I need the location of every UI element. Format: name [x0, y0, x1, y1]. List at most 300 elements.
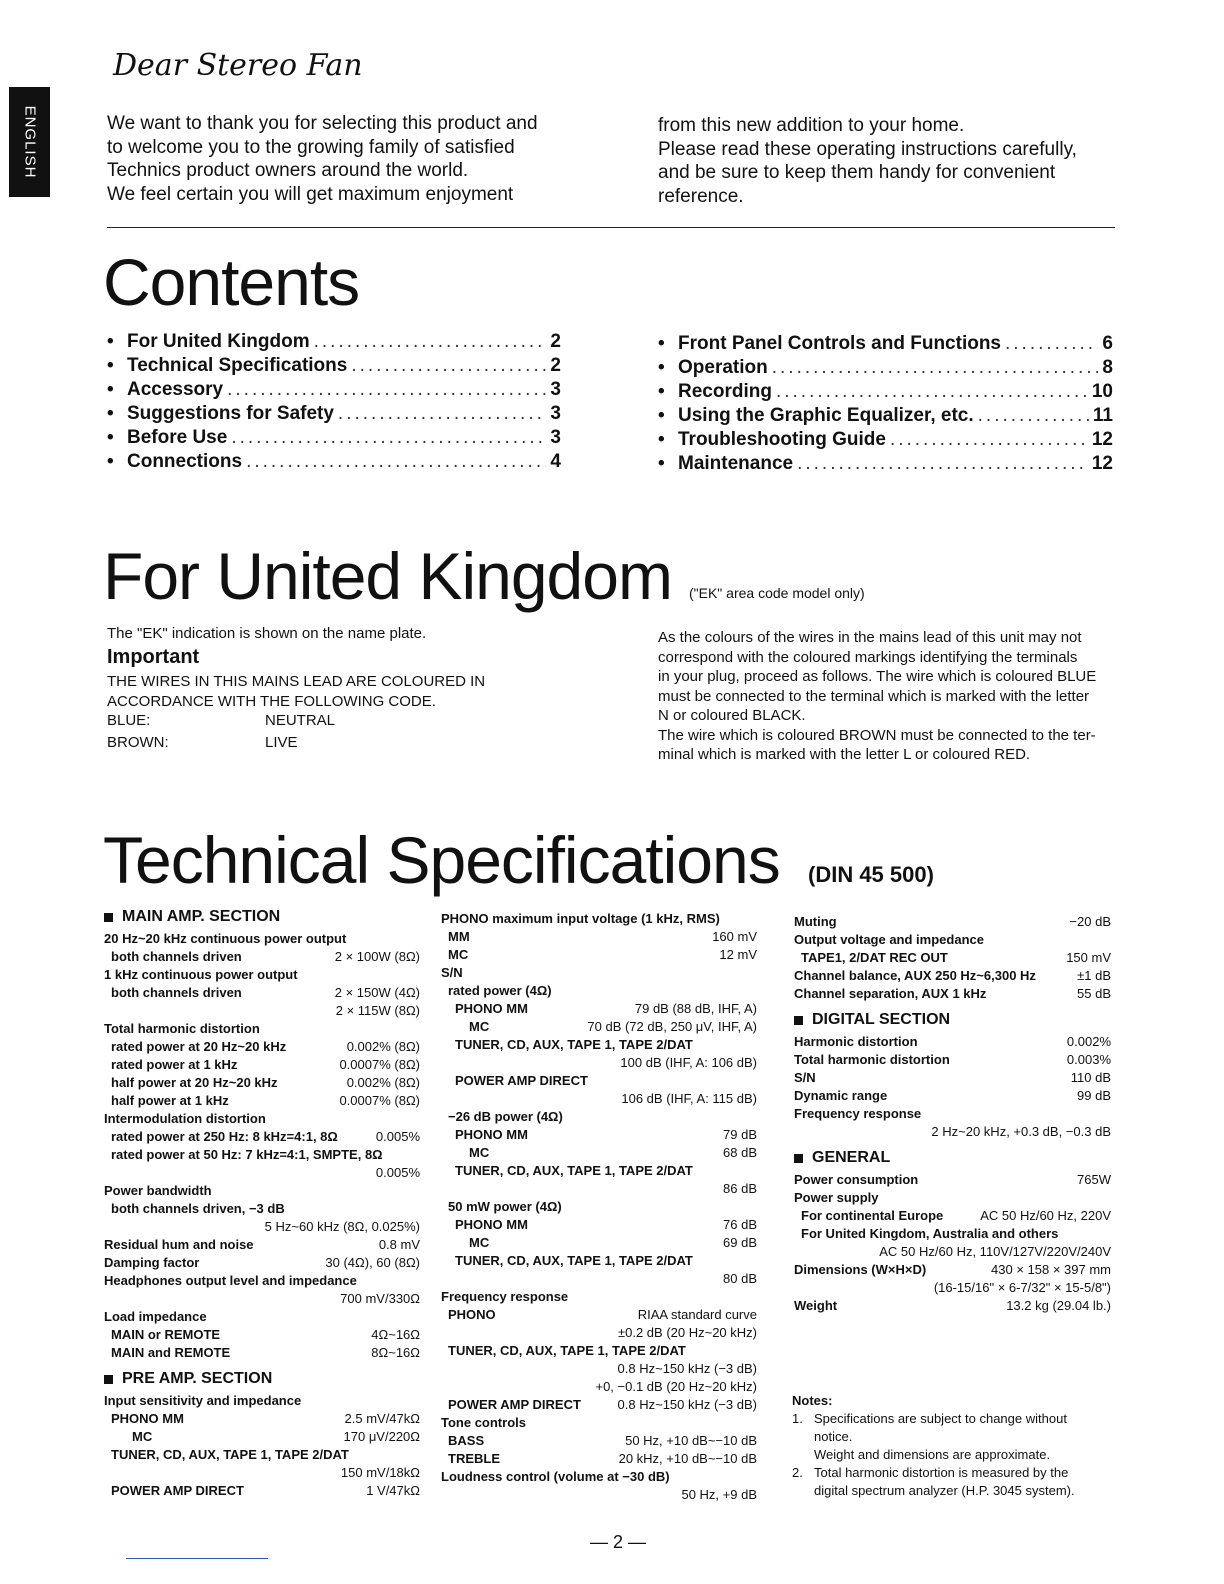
spec-label: Output voltage and impedance	[794, 932, 984, 947]
divider	[107, 227, 1115, 228]
spec-row	[441, 1288, 757, 1306]
spec-label: 20 Hz~20 kHz continuous power output	[104, 931, 347, 946]
toc-leader	[227, 379, 546, 401]
toc-leader	[246, 451, 546, 473]
spec-row	[104, 1236, 420, 1254]
spec-row	[441, 1486, 757, 1504]
uk-right-line: N or coloured BLACK.	[658, 707, 806, 724]
spec-value: 2.5 mV/47kΩ	[344, 1411, 420, 1426]
note-item	[792, 1410, 1112, 1464]
intro-line: from this new addition to your home.	[658, 115, 965, 136]
intro-line: Technics product owners around the world.	[107, 160, 469, 181]
greeting-script: Dear Stereo Fan	[113, 48, 363, 83]
spec-value: 2 × 150W (4Ω)	[334, 985, 420, 1000]
spec-label	[441, 1360, 448, 1378]
spec-value: 70 dB (72 dB, 250 μV, IHF, A)	[587, 1019, 757, 1034]
spec-value: AC 50 Hz/60 Hz, 220V	[980, 1208, 1111, 1223]
note-number: 1.	[792, 1411, 803, 1426]
spec-row	[104, 966, 420, 984]
toc-label: Maintenance	[678, 453, 794, 474]
toc-label: Suggestions for Safety	[127, 403, 334, 424]
toc-left	[107, 331, 561, 475]
uk-right-line: must be connected to the terminal which is marked with the letter	[658, 687, 1090, 705]
language-tab	[9, 87, 50, 197]
uk-right-line: correspond with the coloured markings identifying the terminals	[658, 648, 1078, 666]
intro-line: Please read these operating instructions carefully,	[658, 138, 1077, 160]
spec-row	[104, 984, 420, 1002]
spec-row	[794, 1051, 1111, 1069]
spec-row	[104, 1182, 420, 1200]
spec-row	[441, 1162, 757, 1180]
spec-label: PHONO MM	[455, 1001, 528, 1016]
toc-page: 12	[1091, 453, 1113, 474]
spec-label	[441, 1054, 455, 1072]
spec-row	[794, 949, 1111, 967]
uk-code-text	[107, 672, 485, 752]
toc-leader	[1005, 333, 1098, 355]
spec-label: POWER AMP DIRECT	[448, 1397, 581, 1412]
spec-value: 2 × 100W (8Ω)	[334, 949, 420, 964]
spec-row	[794, 1033, 1111, 1051]
spec-row	[104, 1464, 420, 1482]
toc-label: Connections	[127, 451, 243, 472]
spec-label: rated power at 1 kHz	[111, 1057, 238, 1072]
spec-value: ±1 dB	[1077, 968, 1111, 983]
spec-value: 0.005%	[375, 1165, 420, 1180]
toc-leader	[890, 429, 1088, 451]
spec-row	[441, 1216, 757, 1234]
spec-label: MM	[448, 929, 470, 944]
wire-blue-row	[107, 711, 485, 731]
toc-page: 3	[550, 379, 561, 400]
spec-value: 55 dB	[1077, 986, 1111, 1001]
toc-item	[658, 357, 1113, 381]
spec-row	[794, 1189, 1111, 1207]
spec-label: PHONO MM	[455, 1127, 528, 1142]
intro-line: We want to thank you for selecting this product and	[107, 113, 538, 134]
spec-label	[441, 1324, 448, 1342]
spec-row	[441, 1468, 757, 1486]
toc-item	[658, 333, 1113, 357]
toc-item	[658, 453, 1113, 477]
toc-label: Front Panel Controls and Functions	[678, 333, 1001, 354]
bullet-icon: •	[107, 451, 114, 472]
spec-value: 79 dB (88 dB, IHF, A)	[634, 1001, 757, 1016]
spec-row	[441, 1000, 757, 1018]
spec-row	[441, 1396, 757, 1414]
spec-value: 12 mV	[719, 947, 757, 962]
spec-label: PHONO MM	[455, 1217, 528, 1232]
spec-row	[441, 1072, 757, 1090]
spec-row	[441, 946, 757, 964]
note-line: Total harmonic distortion is measured by the	[814, 1465, 1069, 1480]
toc-leader	[776, 381, 1088, 403]
spec-row	[104, 1308, 420, 1326]
spec-value: 8Ω~16Ω	[371, 1345, 420, 1360]
spec-row	[794, 1087, 1111, 1105]
spec-label: rated power at 50 Hz: 7 kHz=4:1, SMPTE, 8Ω	[111, 1147, 383, 1162]
spec-value: 79 dB	[723, 1127, 757, 1142]
spec-section-heading	[104, 908, 420, 926]
toc-page: 2	[550, 355, 561, 376]
uk-right-text	[658, 628, 1096, 765]
toc-page: 11	[1092, 405, 1113, 426]
spec-value: 0.8 Hz~150 kHz (−3 dB)	[617, 1361, 757, 1376]
spec-row	[441, 1432, 757, 1450]
spec-value: 0.8 Hz~150 kHz (−3 dB)	[617, 1397, 757, 1412]
spec-value: 20 kHz, +10 dB~−10 dB	[618, 1451, 757, 1466]
spec-row	[104, 1392, 420, 1410]
spec-label: POWER AMP DIRECT	[111, 1483, 244, 1498]
toc-page: 6	[1102, 333, 1113, 354]
spec-row	[794, 1105, 1111, 1123]
spec-label: both channels driven	[111, 985, 242, 1000]
spec-label	[104, 1002, 111, 1020]
spec-row	[441, 1018, 757, 1036]
toc-leader	[314, 331, 547, 353]
uk-right-line: in your plug, proceed as follows. The wire which is coloured BLUE	[658, 668, 1097, 685]
spec-row	[441, 1414, 757, 1432]
spec-row	[794, 1297, 1111, 1315]
intro-line: reference.	[658, 185, 744, 207]
spec-label: −26 dB power (4Ω)	[448, 1109, 563, 1124]
spec-label: Tone controls	[441, 1415, 526, 1430]
square-bullet-icon	[794, 1016, 803, 1025]
spec-row	[104, 1254, 420, 1272]
spec-value: 0.8 mV	[378, 1237, 420, 1252]
spec-value: −20 dB	[1069, 914, 1111, 929]
spec-row	[104, 1128, 420, 1146]
specs-din-note: (DIN 45 500)	[808, 862, 934, 887]
spec-value: 150 mV	[1066, 950, 1111, 965]
toc-label: Operation	[678, 357, 768, 378]
spec-row	[441, 1270, 757, 1288]
toc-page: 12	[1091, 429, 1113, 450]
toc-page: 2	[550, 331, 561, 352]
spec-label: For United Kingdom, Australia and others	[801, 1226, 1059, 1241]
spec-row	[441, 1378, 757, 1396]
spec-label	[441, 1486, 448, 1504]
spec-label: S/N	[441, 965, 463, 980]
spec-label: MAIN or REMOTE	[111, 1327, 221, 1342]
spec-row	[794, 985, 1111, 1003]
spec-value: 69 dB	[723, 1235, 757, 1250]
toc-page: 3	[550, 427, 561, 448]
square-bullet-icon	[104, 1375, 113, 1384]
spec-value: ±0.2 dB (20 Hz~20 kHz)	[617, 1325, 757, 1340]
bullet-icon: •	[658, 333, 665, 354]
toc-leader	[797, 453, 1088, 475]
toc-label: For United Kingdom	[127, 331, 310, 352]
toc-leader	[351, 355, 546, 377]
spec-value: 0.005%	[375, 1129, 420, 1144]
page-number: — 2 —	[590, 1532, 647, 1552]
spec-label	[794, 1123, 801, 1141]
spec-value: 430 × 158 × 397 mm	[991, 1262, 1111, 1277]
spec-row	[104, 1410, 420, 1428]
spec-value: 99 dB	[1077, 1088, 1111, 1103]
toc-item	[658, 405, 1113, 429]
spec-label: Intermodulation distortion	[104, 1111, 266, 1126]
toc-item	[107, 355, 561, 379]
spec-label: Loudness control (volume at −30 dB)	[441, 1469, 670, 1484]
spec-value: 0.0007% (8Ω)	[339, 1093, 420, 1108]
spec-row	[441, 982, 757, 1000]
spec-section-heading	[794, 1149, 1111, 1167]
toc-leader	[338, 403, 547, 425]
spec-value: 50 Hz, +10 dB~−10 dB	[625, 1433, 757, 1448]
wire-blue-value: NEUTRAL	[265, 712, 336, 729]
note-number: 2.	[792, 1465, 803, 1480]
uk-right-line: minal which is marked with the letter L or coloured RED.	[658, 746, 1031, 763]
intro-line: and be sure to keep them handy for convenient	[658, 162, 1056, 183]
spec-label: Total harmonic distortion	[104, 1021, 260, 1036]
spec-label: PHONO	[448, 1307, 496, 1322]
spec-value: 76 dB	[723, 1217, 757, 1232]
spec-label: Frequency response	[441, 1289, 569, 1304]
spec-row	[104, 1344, 420, 1362]
spec-label: Residual hum and noise	[104, 1237, 254, 1252]
note-line: Specifications are subject to change without	[814, 1411, 1067, 1426]
spec-row	[794, 1243, 1111, 1261]
spec-label	[794, 1279, 801, 1297]
spec-label	[794, 1243, 801, 1261]
square-bullet-icon	[794, 1154, 803, 1163]
toc-item	[107, 331, 561, 355]
spec-value: 0.002% (8Ω)	[346, 1039, 420, 1054]
bullet-icon: •	[658, 357, 665, 378]
spec-label: Weight	[794, 1298, 838, 1313]
spec-row	[441, 1108, 757, 1126]
spec-label: Dimensions (W×H×D)	[794, 1262, 927, 1277]
toc-leader	[772, 357, 1099, 379]
toc-item	[658, 429, 1113, 453]
spec-row	[794, 913, 1111, 931]
spec-label: Headphones output level and impedance	[104, 1273, 357, 1288]
spec-value: 0.003%	[1066, 1052, 1111, 1067]
spec-label: Dynamic range	[794, 1088, 888, 1103]
toc-leader	[231, 427, 546, 449]
spec-label: Input sensitivity and impedance	[104, 1393, 302, 1408]
intro-line: We feel certain you will get maximum enjoyment	[107, 183, 514, 205]
spec-row	[441, 910, 757, 928]
spec-label: 50 mW power (4Ω)	[448, 1199, 562, 1214]
spec-value: 5 Hz~60 kHz (8Ω, 0.025%)	[264, 1219, 420, 1234]
spec-row	[794, 931, 1111, 949]
spec-column-1	[104, 908, 420, 1500]
spec-row	[104, 1200, 420, 1218]
spec-value: 2 Hz~20 kHz, +0.3 dB, −0.3 dB	[931, 1124, 1111, 1139]
spec-row	[441, 928, 757, 946]
toc-item	[107, 403, 561, 427]
spec-row	[441, 1360, 757, 1378]
spec-label: BASS	[448, 1433, 485, 1448]
spec-row	[104, 1092, 420, 1110]
spec-row	[104, 1326, 420, 1344]
spec-label	[441, 1378, 448, 1396]
spec-label: TUNER, CD, AUX, TAPE 1, TAPE 2/DAT	[448, 1343, 686, 1358]
toc-label: Accessory	[127, 379, 224, 400]
spec-label	[104, 1218, 111, 1236]
spec-row	[794, 1261, 1111, 1279]
spec-row	[441, 1450, 757, 1468]
toc-label: Using the Graphic Equalizer, etc.	[678, 405, 974, 426]
spec-value: 68 dB	[723, 1145, 757, 1160]
spec-row	[794, 1069, 1111, 1087]
spec-label: TREBLE	[448, 1451, 500, 1466]
spec-value: (16-15/16" × 6-7/32" × 15-5/8")	[933, 1280, 1111, 1295]
uk-code-line: ACCORDANCE WITH THE FOLLOWING CODE.	[107, 692, 436, 710]
spec-row	[794, 967, 1111, 985]
toc-item	[658, 381, 1113, 405]
wire-brown-value: LIVE	[265, 733, 298, 751]
spec-row	[441, 1324, 757, 1342]
spec-label	[104, 1290, 111, 1308]
section-label: GENERAL	[812, 1149, 891, 1166]
spec-row	[441, 1144, 757, 1162]
spec-value: 0.002%	[1066, 1034, 1111, 1049]
spec-label: For continental Europe	[801, 1208, 944, 1223]
spec-column-2	[441, 910, 757, 1504]
spec-label: Channel balance, AUX 250 Hz~6,300 Hz	[794, 968, 1036, 983]
spec-label: Muting	[794, 914, 837, 929]
section-label: PRE AMP. SECTION	[122, 1370, 273, 1387]
spec-row	[441, 1198, 757, 1216]
spec-label: rated power at 250 Hz: 8 kHz=4:1, 8Ω	[111, 1129, 338, 1144]
spec-value: 700 mV/330Ω	[340, 1291, 420, 1306]
bullet-icon: •	[658, 429, 665, 450]
spec-value: 100 dB (IHF, A: 106 dB)	[620, 1055, 757, 1070]
section-label: DIGITAL SECTION	[812, 1011, 951, 1028]
spec-row	[104, 1482, 420, 1500]
spec-label: POWER AMP DIRECT	[455, 1073, 588, 1088]
spec-row	[794, 1225, 1111, 1243]
toc-label: Technical Specifications	[127, 355, 348, 376]
spec-label: both channels driven	[111, 949, 242, 964]
spec-row	[104, 1164, 420, 1182]
spec-label	[104, 1464, 111, 1482]
spec-row	[104, 1428, 420, 1446]
uk-ek-line: The "EK" indication is shown on the name plate.	[107, 625, 427, 642]
spec-row	[104, 1038, 420, 1056]
note-line: digital spectrum analyzer (H.P. 3045 system).	[814, 1483, 1075, 1498]
spec-value: 0.002% (8Ω)	[346, 1075, 420, 1090]
spec-row	[794, 1207, 1111, 1225]
toc-item	[107, 427, 561, 451]
spec-row	[441, 1252, 757, 1270]
spec-row	[794, 1171, 1111, 1189]
spec-label: S/N	[794, 1070, 816, 1085]
square-bullet-icon	[104, 913, 113, 922]
spec-value: 4Ω~16Ω	[371, 1327, 420, 1342]
section-label: MAIN AMP. SECTION	[122, 908, 281, 925]
spec-label: half power at 20 Hz~20 kHz	[111, 1075, 278, 1090]
spec-label: Power supply	[794, 1190, 879, 1205]
toc-label: Before Use	[127, 427, 228, 448]
spec-row	[104, 1056, 420, 1074]
spec-label: rated power at 20 Hz~20 kHz	[111, 1039, 287, 1054]
spec-label	[441, 1270, 455, 1288]
spec-label: MC	[132, 1429, 153, 1444]
spec-row	[794, 1123, 1111, 1141]
spec-row	[441, 1054, 757, 1072]
spec-row	[441, 1126, 757, 1144]
spec-label: Total harmonic distortion	[794, 1052, 950, 1067]
spec-label: PHONO MM	[111, 1411, 184, 1426]
uk-heading: For United Kingdom	[103, 539, 672, 613]
wire-brown-row	[107, 733, 485, 753]
spec-row	[441, 1036, 757, 1054]
spec-row	[104, 1110, 420, 1128]
uk-right-line: As the colours of the wires in the mains lead of this unit may not	[658, 629, 1082, 646]
spec-label: MC	[469, 1145, 490, 1160]
spec-label: MAIN and REMOTE	[111, 1345, 231, 1360]
intro-line: to welcome you to the growing family of satisfied	[107, 136, 515, 158]
intro-right	[658, 114, 1077, 208]
spec-label	[441, 1180, 455, 1198]
spec-row	[104, 1074, 420, 1092]
toc-label: Recording	[678, 381, 772, 402]
uk-code-line: THE WIRES IN THIS MAINS LEAD ARE COLOURED IN	[107, 673, 486, 690]
toc-label: Troubleshooting Guide	[678, 429, 886, 450]
spec-value: RIAA standard curve	[637, 1307, 757, 1322]
bullet-icon: •	[658, 453, 665, 474]
bullet-icon: •	[107, 427, 114, 448]
spec-row	[794, 1279, 1111, 1297]
spec-value: 2 × 115W (8Ω)	[335, 1003, 420, 1018]
spec-label: Load impedance	[104, 1309, 207, 1324]
spec-row	[104, 1002, 420, 1020]
toc-item	[107, 379, 561, 403]
spec-value: 0.0007% (8Ω)	[339, 1057, 420, 1072]
specs-heading: Technical Specifications	[103, 823, 780, 897]
bullet-icon: •	[107, 379, 114, 400]
intro-left	[107, 112, 538, 206]
note-line: Weight and dimensions are approximate.	[814, 1447, 1051, 1462]
important-heading: Important	[107, 646, 200, 668]
spec-label: Harmonic distortion	[794, 1034, 918, 1049]
spec-label: Power consumption	[794, 1172, 919, 1187]
spec-label: TAPE1, 2/DAT REC OUT	[801, 950, 948, 965]
bullet-icon: •	[658, 405, 665, 426]
spec-row	[441, 1306, 757, 1324]
spec-value: 170 μV/220Ω	[343, 1429, 420, 1444]
spec-label: TUNER, CD, AUX, TAPE 1, TAPE 2/DAT	[111, 1447, 349, 1462]
spec-value: 1 V/47kΩ	[366, 1483, 420, 1498]
spec-label: MC	[448, 947, 469, 962]
notes	[792, 1392, 1112, 1500]
spec-section-heading	[794, 1011, 1111, 1029]
spec-value: 106 dB (IHF, A: 115 dB)	[621, 1091, 757, 1106]
spec-row	[104, 930, 420, 948]
spec-row	[441, 964, 757, 982]
spec-label: PHONO maximum input voltage (1 kHz, RMS)	[441, 911, 720, 926]
spec-label: Channel separation, AUX 1 kHz	[794, 986, 987, 1001]
spec-value: 110 dB	[1070, 1070, 1111, 1085]
bullet-icon: •	[107, 331, 114, 352]
footer-line	[126, 1558, 268, 1559]
spec-label: MC	[469, 1235, 490, 1250]
spec-row	[104, 1146, 420, 1164]
spec-label: TUNER, CD, AUX, TAPE 1, TAPE 2/DAT	[455, 1253, 693, 1268]
toc-right	[658, 333, 1113, 477]
toc-page: 4	[550, 451, 561, 472]
spec-label: TUNER, CD, AUX, TAPE 1, TAPE 2/DAT	[455, 1037, 693, 1052]
bullet-icon: •	[107, 403, 114, 424]
spec-label: TUNER, CD, AUX, TAPE 1, TAPE 2/DAT	[455, 1163, 693, 1178]
spec-value: +0, −0.1 dB (20 Hz~20 kHz)	[595, 1379, 757, 1394]
spec-value: 30 (4Ω), 60 (8Ω)	[325, 1255, 420, 1270]
